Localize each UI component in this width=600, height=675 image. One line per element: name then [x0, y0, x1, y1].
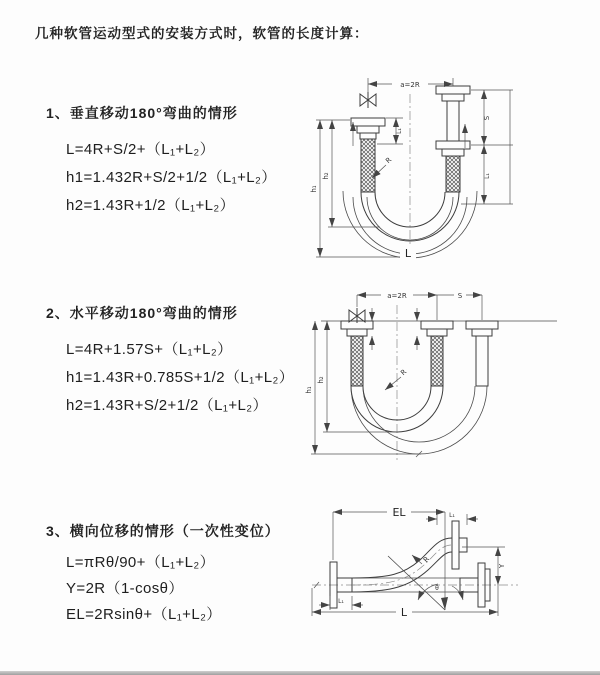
d2-dim-label-s: S	[457, 292, 463, 300]
d1-dim-label-s: S	[483, 115, 491, 121]
d1-dim-label-a2r: a=2R	[400, 81, 420, 89]
section-3-heading: 3、横向位移的情形（一次性变位）	[46, 523, 280, 539]
d3-dim-label-l1-left: L₁	[338, 598, 344, 605]
section-1	[46, 103, 277, 218]
d1-left-fitting	[351, 118, 385, 192]
d2-dim-label-h1: h₁	[305, 386, 313, 394]
scan-edge-shadow	[0, 671, 600, 675]
section-1-formula-h2: h2=1.43R+1/2（L₁+L₂）	[66, 196, 236, 214]
section-3-formula-L: L=πRθ/90+（L₁+L₂）	[66, 553, 215, 571]
section-1-formula-h1: h1=1.432R+S/2+1/2（L₁+L₂）	[66, 168, 277, 186]
d1-radius-label: R	[384, 155, 394, 166]
diagram-horizontal-180-bend	[305, 280, 600, 475]
d3-dim-label-y: Y	[498, 563, 506, 569]
section-3-formula-Y: Y=2R（1-cosθ）	[66, 579, 184, 597]
d3-upper-flange	[452, 521, 467, 569]
section-2	[46, 303, 294, 418]
d3-dim-label-el: EL	[392, 506, 406, 519]
d2-left-fitting	[341, 321, 373, 386]
d1-dim-label-h2: h₂	[322, 172, 330, 180]
d3-radius-label: R	[421, 555, 432, 565]
valve-icon	[360, 92, 376, 108]
d1-dim-label-h1: h₁	[310, 185, 318, 193]
section-1-formula-L: L=4R+S/2+（L₁+L₂）	[66, 140, 216, 158]
d1-dim-label-l1-fit: L₁	[396, 128, 403, 134]
section-2-heading: 2、水平移动180°弯曲的情形	[46, 305, 238, 321]
section-2-formula-L: L=4R+1.57S+（L₁+L₂）	[66, 340, 233, 358]
d2-radius-label: R	[399, 367, 409, 378]
d2-hose-arcs	[351, 386, 487, 454]
section-2-formula-h2: h2=1.43R+S/2+1/2（L₁+L₂）	[66, 396, 268, 414]
d2-right-fitting	[466, 321, 498, 386]
d1-dim-label-l1-side: L₁	[484, 173, 491, 179]
page-title: 几种软管运动型式的安装方式时，软管的长度计算：	[35, 26, 369, 41]
d3-angle-label: θ	[435, 585, 439, 592]
d1-length-label: L	[404, 247, 412, 260]
section-3-formula-EL: EL=2Rsinθ+（L₁+L₂）	[66, 605, 222, 623]
diagram-lateral-displacement	[300, 498, 600, 655]
section-2-formula-h1: h1=1.43R+0.785S+1/2（L₁+L₂）	[66, 368, 295, 386]
d2-middle-fitting	[421, 321, 453, 386]
d2-dim-label-h2: h₂	[317, 376, 325, 384]
d3-dim-label-l1-top: L₁	[449, 512, 455, 519]
section-1-heading: 1、垂直移动180°弯曲的情形	[46, 105, 238, 121]
diagram-vertical-180-bend	[308, 64, 600, 266]
section-3	[46, 521, 280, 626]
d3-length-label: L	[400, 606, 408, 619]
d2-dim-label-a2r: a=2R	[387, 292, 407, 300]
d3-right-flange	[460, 563, 490, 607]
